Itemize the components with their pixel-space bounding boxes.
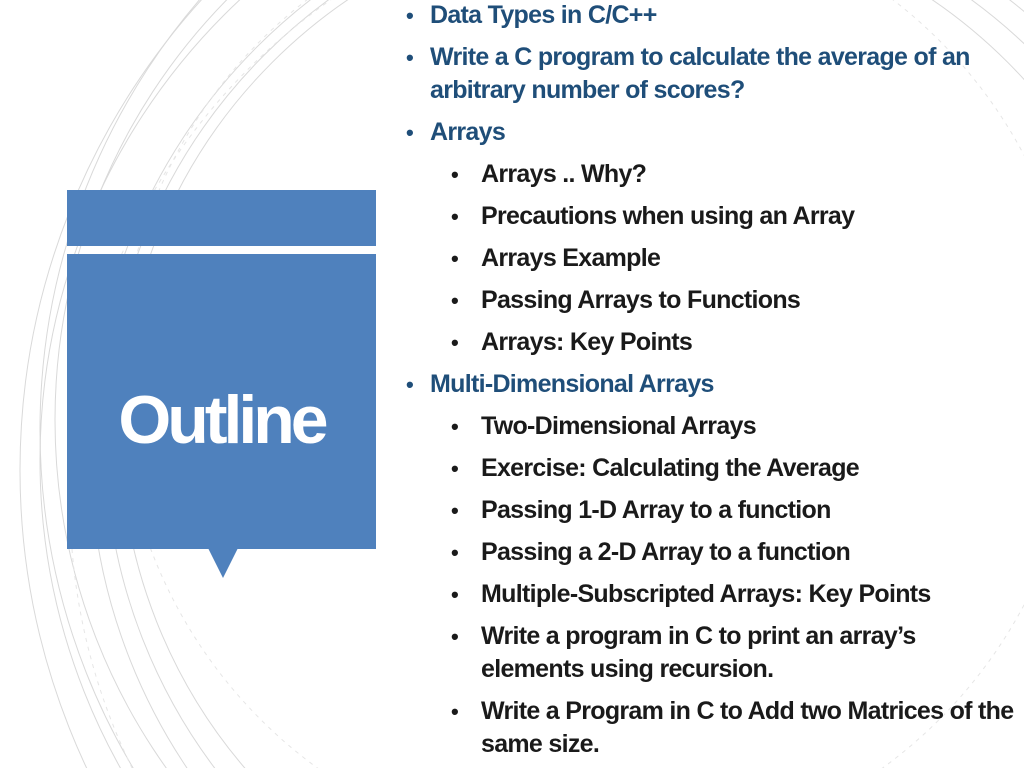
bullet-icon: • bbox=[451, 204, 459, 229]
outline-item bbox=[404, 116, 1014, 149]
bullet-icon: • bbox=[451, 498, 459, 523]
outline-item-text: Arrays .. Why? bbox=[481, 160, 647, 188]
outline-item-text: Passing a 2-D Array to a function bbox=[481, 538, 851, 566]
title-accent-bar bbox=[67, 190, 376, 246]
outline-subitem bbox=[404, 578, 1014, 611]
outline-item bbox=[404, 41, 1014, 107]
bullet-icon: • bbox=[451, 624, 459, 649]
outline-subitem bbox=[404, 200, 1014, 233]
outline-subitem bbox=[404, 242, 1014, 275]
outline-subitem bbox=[404, 695, 1014, 761]
outline-subitem bbox=[404, 326, 1014, 359]
outline-item-text: Precautions when using an Array bbox=[481, 202, 855, 230]
outline-item-text: Passing Arrays to Functions bbox=[481, 286, 801, 314]
bullet-icon: • bbox=[406, 372, 414, 397]
outline-subitem bbox=[404, 620, 1014, 686]
outline-item-text: Write a program in C to print an array’s elements using recursion. bbox=[481, 622, 916, 683]
bullet-icon: • bbox=[451, 162, 459, 187]
outline-list bbox=[404, 0, 1014, 770]
bullet-icon: • bbox=[451, 699, 459, 724]
outline-subitem bbox=[404, 158, 1014, 191]
bullet-icon: • bbox=[451, 414, 459, 439]
bullet-icon: • bbox=[406, 3, 414, 28]
outline-item-text: Multi-Dimensional Arrays bbox=[430, 370, 714, 398]
outline-item bbox=[404, 368, 1014, 401]
outline-item bbox=[404, 0, 1014, 32]
outline-item-text: Two-Dimensional Arrays bbox=[481, 412, 756, 440]
outline-item-text: Arrays bbox=[430, 118, 506, 146]
bullet-icon: • bbox=[451, 330, 459, 355]
outline-subitem bbox=[404, 452, 1014, 485]
outline-subitem bbox=[404, 494, 1014, 527]
outline-item-text: Write a Program in C to Add two Matrices of the same size. bbox=[481, 697, 1014, 758]
bullet-icon: • bbox=[406, 120, 414, 145]
outline-subitem bbox=[404, 410, 1014, 443]
outline-item-text: Arrays Example bbox=[481, 244, 661, 272]
bullet-icon: • bbox=[451, 582, 459, 607]
outline-subitem bbox=[404, 284, 1014, 317]
outline-item-text: Write a C program to calculate the average of an arbitrary number of scores? bbox=[430, 43, 970, 104]
bullet-icon: • bbox=[451, 288, 459, 313]
bullet-icon: • bbox=[451, 246, 459, 271]
bullet-icon: • bbox=[451, 540, 459, 565]
outline-item-text: Arrays: Key Points bbox=[481, 328, 693, 356]
outline-item-text: Exercise: Calculating the Average bbox=[481, 454, 859, 482]
outline-item-text: Passing 1-D Array to a function bbox=[481, 496, 831, 524]
bullet-icon: • bbox=[406, 45, 414, 70]
outline-item-text: Data Types in C/C++ bbox=[430, 1, 657, 29]
bullet-icon: • bbox=[451, 456, 459, 481]
outline-item-text: Multiple-Subscripted Arrays: Key Points bbox=[481, 580, 931, 608]
outline-subitem bbox=[404, 536, 1014, 569]
title-box-pointer bbox=[208, 548, 238, 578]
slide-title: Outline bbox=[118, 382, 325, 458]
